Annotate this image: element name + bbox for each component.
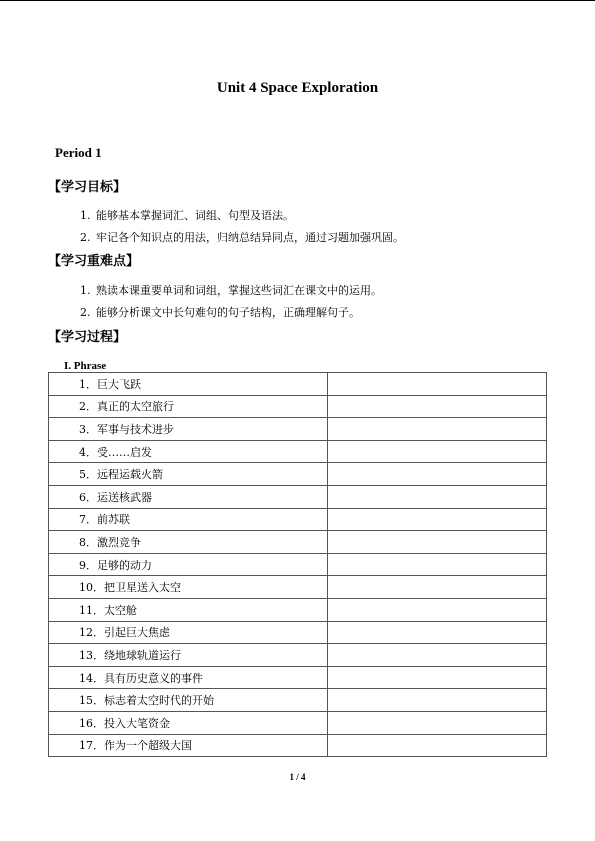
answer-cell[interactable]	[328, 598, 547, 621]
phrase-cell: 9．足够的动力	[49, 553, 328, 576]
answer-cell[interactable]	[328, 689, 547, 712]
answer-cell[interactable]	[328, 440, 547, 463]
section-heading-key-points: 【学习重难点】	[48, 254, 140, 269]
phrase-cell: 12．引起巨大焦虑	[49, 621, 328, 644]
goal-item-text: 牢记各个知识点的用法，归纳总结异同点，通过习题加强巩固。	[96, 231, 404, 244]
page-number: 1 / 4	[289, 772, 306, 782]
goal-item-number: 2.	[80, 231, 91, 244]
goal-item-text: 能够基本掌握词汇、词组、句型及语法。	[96, 209, 294, 222]
phrase-cell: 15．标志着太空时代的开始	[49, 689, 328, 712]
table-row	[49, 598, 547, 621]
goal-item-number: 1.	[80, 209, 91, 222]
table-row	[49, 373, 547, 396]
key-point-item-text: 熟读本课重要单词和词组，掌握这些词汇在课文中的运用。	[96, 284, 382, 297]
table-row	[49, 440, 547, 463]
answer-cell[interactable]	[328, 734, 547, 757]
key-point-item-number: 2.	[80, 306, 91, 319]
answer-cell[interactable]	[328, 485, 547, 508]
section-heading-goals: 【学习目标】	[48, 180, 127, 195]
table-row	[49, 666, 547, 689]
period-heading: Period 1	[55, 145, 102, 160]
table-row	[49, 418, 547, 441]
answer-cell[interactable]	[328, 395, 547, 418]
answer-cell[interactable]	[328, 621, 547, 644]
phrase-cell: 2．真正的太空旅行	[49, 395, 328, 418]
table-row	[49, 644, 547, 667]
answer-cell[interactable]	[328, 711, 547, 734]
phrase-cell: 11．太空舱	[49, 598, 328, 621]
key-point-item	[80, 282, 382, 298]
phrase-table	[48, 372, 547, 757]
phrase-cell: 10．把卫星送入太空	[49, 576, 328, 599]
phrase-cell: 14．具有历史意义的事件	[49, 666, 328, 689]
table-row	[49, 711, 547, 734]
table-row	[49, 576, 547, 599]
phrase-cell: 8．激烈竞争	[49, 531, 328, 554]
phrase-cell: 4．受……启发	[49, 440, 328, 463]
table-row	[49, 485, 547, 508]
key-point-item	[80, 304, 360, 320]
phrase-cell: 3．军事与技术进步	[49, 418, 328, 441]
answer-cell[interactable]	[328, 373, 547, 396]
table-row	[49, 734, 547, 757]
answer-cell[interactable]	[328, 508, 547, 531]
table-row	[49, 508, 547, 531]
answer-cell[interactable]	[328, 576, 547, 599]
table-row	[49, 553, 547, 576]
phrase-cell: 7．前苏联	[49, 508, 328, 531]
phrase-cell: 16．投入大笔资金	[49, 711, 328, 734]
goal-item	[80, 207, 294, 223]
phrase-cell: 17．作为一个超级大国	[49, 734, 328, 757]
answer-cell[interactable]	[328, 553, 547, 576]
answer-cell[interactable]	[328, 531, 547, 554]
phrase-cell: 5．远程运载火箭	[49, 463, 328, 486]
phrase-cell: 1．巨大飞跃	[49, 373, 328, 396]
key-point-item-text: 能够分析课文中长句难句的句子结构，正确理解句子。	[96, 306, 360, 319]
answer-cell[interactable]	[328, 644, 547, 667]
table-row	[49, 463, 547, 486]
answer-cell[interactable]	[328, 418, 547, 441]
table-row	[49, 621, 547, 644]
section-heading-process: 【学习过程】	[48, 330, 127, 345]
key-point-item-number: 1.	[80, 284, 91, 297]
phrase-cell: 6．运送核武器	[49, 485, 328, 508]
table-row	[49, 689, 547, 712]
goal-item	[80, 229, 404, 245]
answer-cell[interactable]	[328, 666, 547, 689]
phrase-section-label: I. Phrase	[64, 360, 107, 372]
answer-cell[interactable]	[328, 463, 547, 486]
header-rule	[0, 0, 595, 1]
document-title: Unit 4 Space Exploration	[216, 80, 379, 96]
phrase-cell: 13．绕地球轨道运行	[49, 644, 328, 667]
table-row	[49, 531, 547, 554]
table-row	[49, 395, 547, 418]
